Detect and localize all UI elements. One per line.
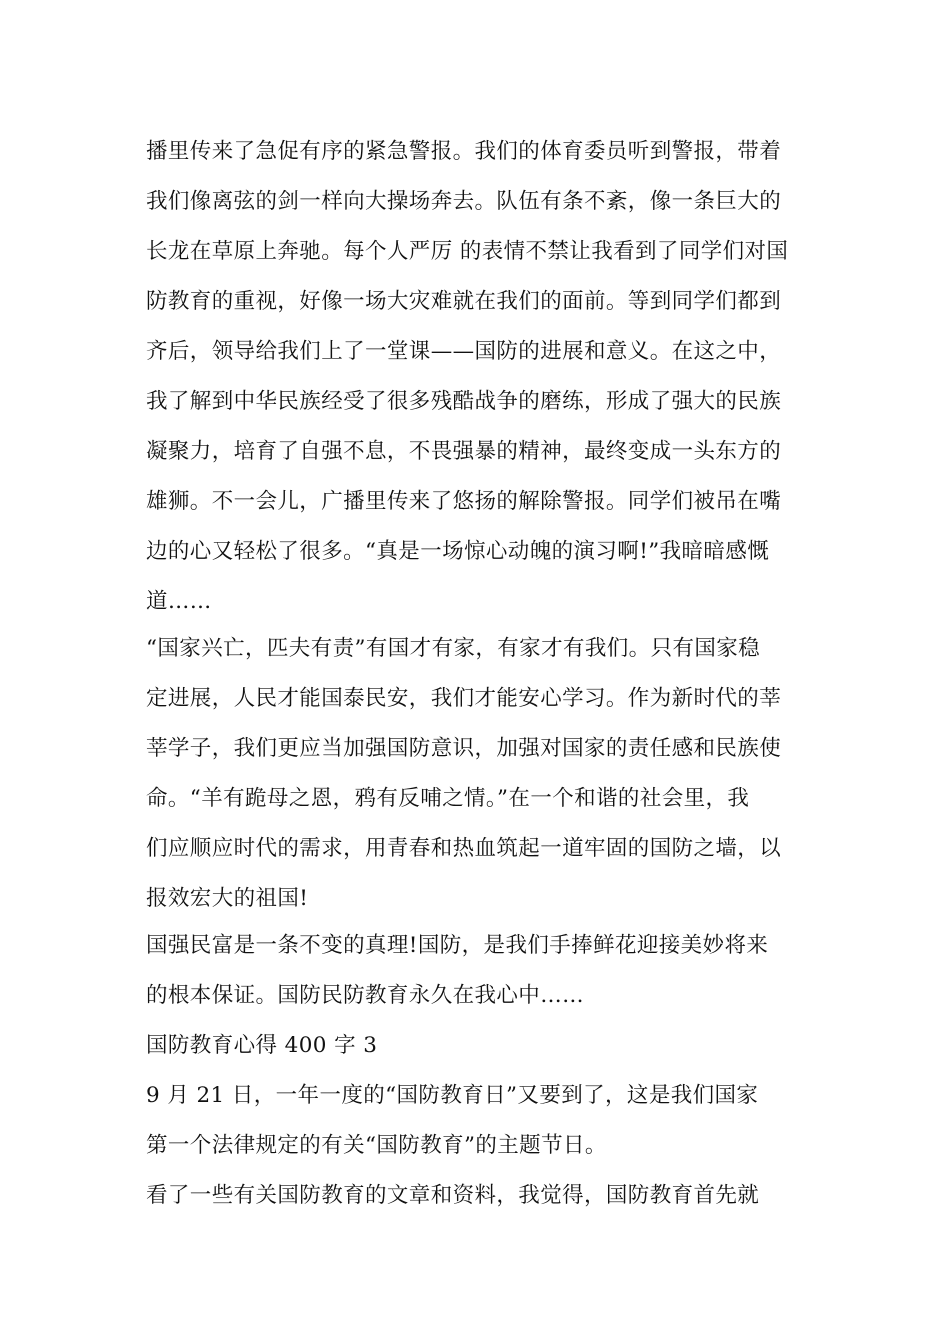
- text-line-21: 第一个法律规定的有关“国防教育”的主题节日。: [146, 1133, 607, 1158]
- text-line-4: 防教育的重视，好像一场大灾难就在我们的面前。等到同学们都到: [146, 289, 782, 314]
- text-line-1: 播里传来了急促有序的紧急警报。我们的体育委员听到警报，带着: [146, 139, 782, 164]
- text-line-3: 长龙在草原上奔驰。每个人严厉 的表情不禁让我看到了同学们对国: [146, 239, 789, 264]
- text-line-13: 莘学子，我们更应当加强国防意识，加强对国家的责任感和民族使: [146, 736, 782, 761]
- text-line-8: 雄狮。不一会儿，广播里传来了悠扬的解除警报。同学们被吊在嘴: [146, 489, 782, 514]
- text-line-17: 国强民富是一条不变的真理!国防，是我们手捧鲜花迎接美妙将来: [146, 933, 769, 958]
- section-heading: 国防教育心得 400 字 3: [146, 1033, 378, 1058]
- text-line-20: 9 月 21 日，一年一度的“国防教育日”又要到了，这是我们国家: [146, 1083, 759, 1108]
- text-line-18: 的根本保证。国防民防教育永久在我心中……: [146, 983, 585, 1008]
- text-line-11: “国家兴亡，匹夫有责”有国才有家，有家才有我们。只有国家稳: [146, 636, 761, 661]
- text-line-9: 边的心又轻松了很多。“真是一场惊心动魄的演习啊!”我暗暗感慨: [146, 539, 770, 564]
- text-line-7: 凝聚力，培育了自强不息，不畏强暴的精神，最终变成一头东方的: [146, 439, 782, 464]
- text-line-5: 齐后，领导给我们上了一堂课——国防的进展和意义。在这之中，: [146, 339, 782, 364]
- text-line-16: 报效宏大的祖国!: [146, 886, 309, 911]
- text-line-2: 我们像离弦的剑一样向大操场奔去。队伍有条不紊，像一条巨大的: [146, 189, 782, 214]
- text-line-6: 我了解到中华民族经受了很多残酷战争的磨练，形成了强大的民族: [146, 389, 782, 414]
- text-line-10: 道……: [146, 589, 212, 614]
- text-line-22: 看了一些有关国防教育的文章和资料，我觉得，国防教育首先就: [146, 1183, 760, 1208]
- text-line-14: 命。“羊有跪母之恩，鸦有反哺之情。”在一个和谐的社会里，我: [146, 786, 750, 811]
- text-line-12: 定进展，人民才能国泰民安，我们才能安心学习。作为新时代的莘: [146, 686, 782, 711]
- text-line-15: 们应顺应时代的需求，用青春和热血筑起一道牢固的国防之墙，以: [146, 836, 782, 861]
